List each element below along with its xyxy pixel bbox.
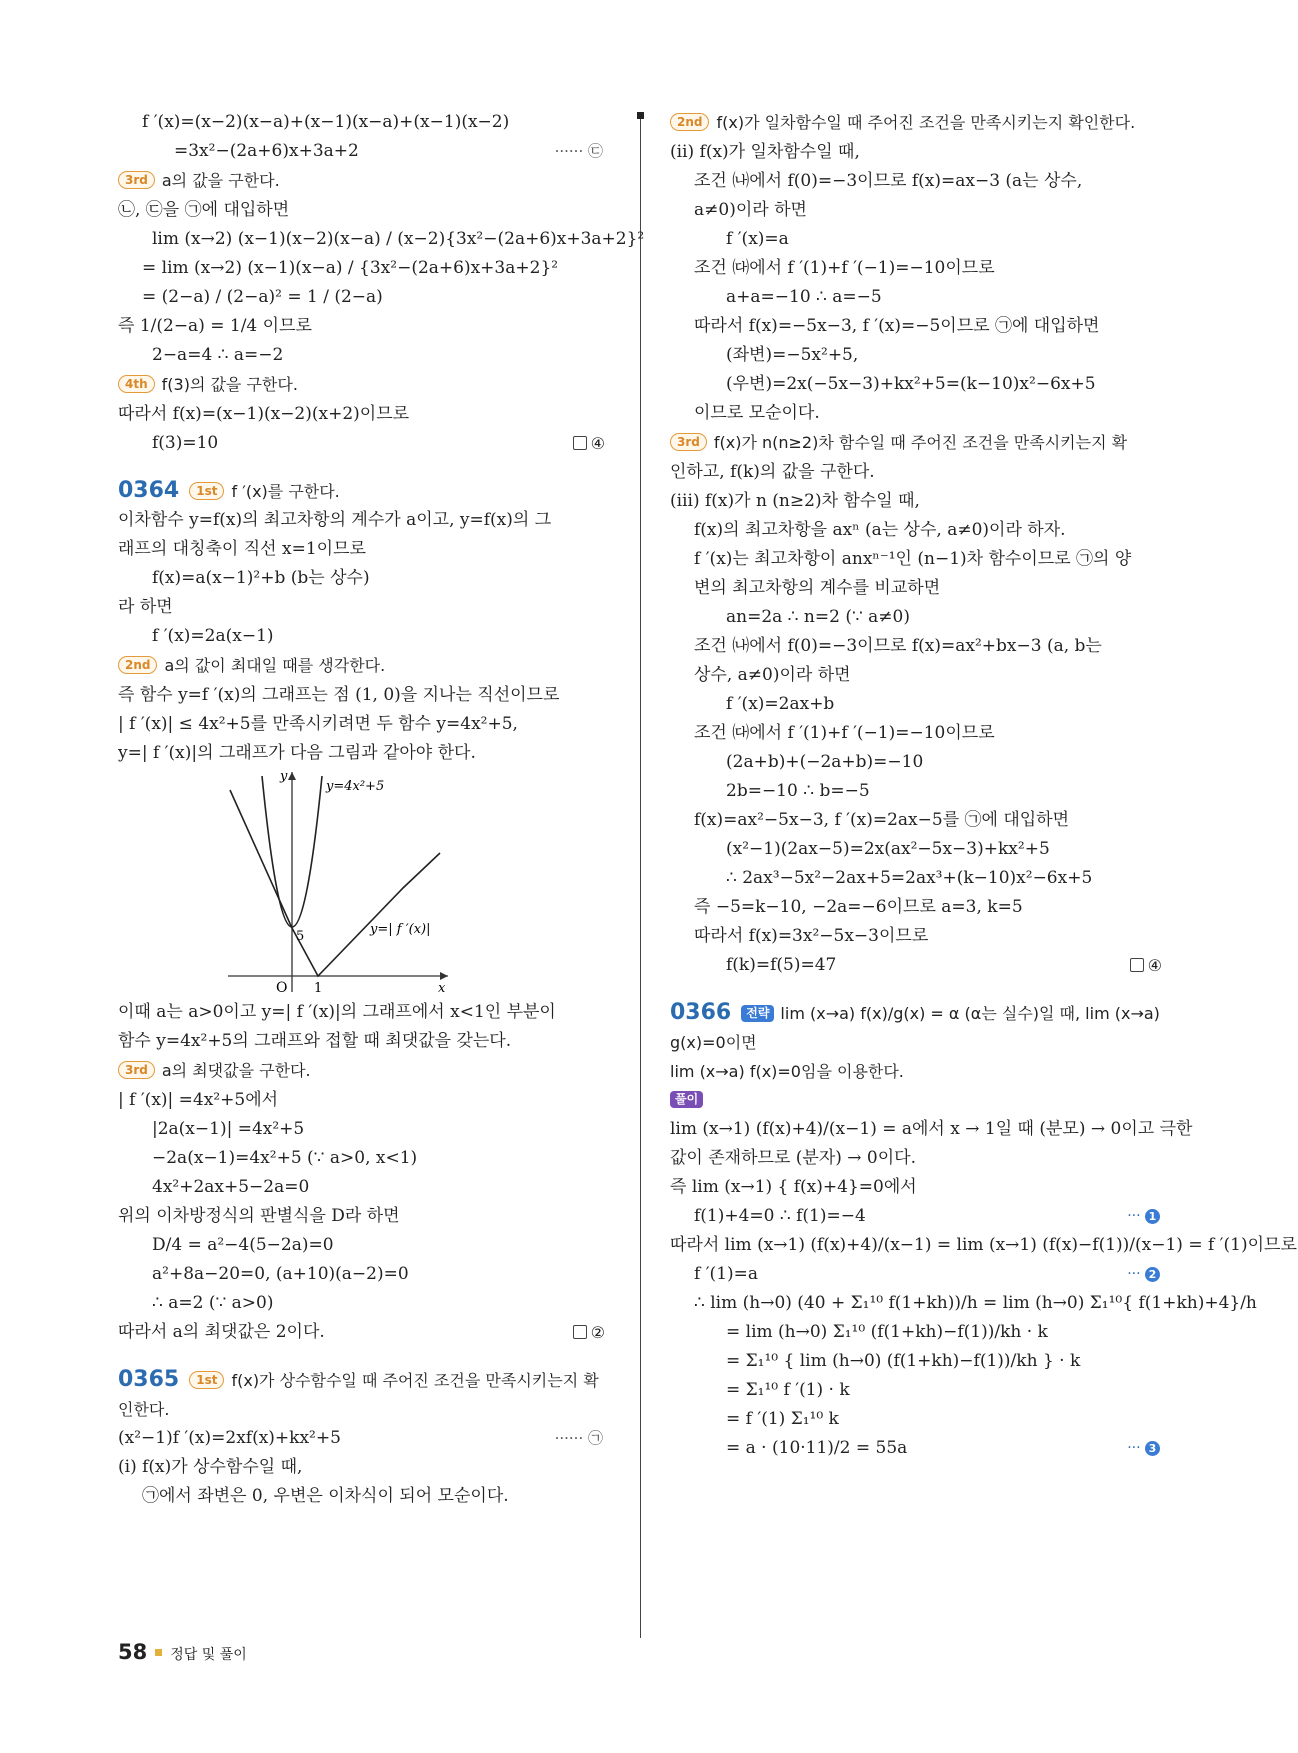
- line-text: lim (x→1) (f(x)+4)/(x−1) = a에서 x → 1일 때 (분모) → 0이고 극한: [670, 1119, 1193, 1139]
- solution-line: [670, 138, 1170, 167]
- line-text: (ⅱ) f(x)가 일차함수일 때,: [670, 142, 860, 162]
- line-text: (x²−1)(2ax−5)=2x(ax²−5x−3)+kx²+5: [726, 839, 1050, 859]
- line-text: 값이 존재하므로 (분자) → 0이다.: [670, 1148, 916, 1168]
- solution-line: [118, 312, 613, 341]
- solution-line: [118, 1289, 613, 1318]
- line-text: 함수 y=4x²+5의 그래프와 접할 때 최댓값을 갖는다.: [118, 1031, 512, 1051]
- footer-bullet: [155, 1649, 162, 1656]
- solution-line: [670, 283, 1170, 312]
- solution-line: [670, 777, 1170, 806]
- solution-line: [670, 603, 1170, 632]
- solution-line: [670, 1434, 1170, 1463]
- line-text: lim (x→2) (x−1)(x−2)(x−a) / (x−2){3x²−(2a+6)x+3a+2}²: [152, 229, 645, 249]
- solution-line: [670, 341, 1170, 370]
- solution-line: [670, 893, 1170, 922]
- line-text: f ′(1)=a: [694, 1264, 759, 1284]
- solution-line: [670, 458, 1170, 487]
- step-number: 3: [1145, 1441, 1160, 1456]
- line-text: = Σ₁¹⁰ { lim (h→0) (f(1+kh)−f(1))/kh } · k: [726, 1351, 1081, 1371]
- line-text: f(x)=ax²−5x−3, f ′(x)=2ax−5를 ㉠에 대입하면: [694, 810, 1070, 830]
- line-text: | f ′(x)| ≤ 4x²+5를 만족시키려면 두 함수 y=4x²+5,: [118, 714, 518, 734]
- line-text: f ′(x)=2ax+b: [726, 694, 835, 714]
- line-text: f ′(x)=(x−2)(x−a)+(x−1)(x−a)+(x−1)(x−2): [142, 112, 510, 132]
- equation-tag: ······ ㉠: [554, 1429, 603, 1447]
- line-text: f ′(x)=2a(x−1): [152, 626, 274, 646]
- solution-line: [118, 564, 613, 593]
- solution-line: [670, 196, 1170, 225]
- solution-line: [118, 1453, 613, 1482]
- step-badge: 1st: [189, 482, 224, 500]
- solution-line: [118, 1027, 613, 1056]
- line-text: ㉡, ㉢을 ㉠에 대입하면: [118, 200, 290, 220]
- solution-line: [118, 1424, 613, 1453]
- line-text: 상수, a≠0)이라 하면: [694, 665, 851, 685]
- problem-number: 0364: [118, 478, 180, 503]
- solution-line: [670, 516, 1170, 545]
- solution-line: [118, 681, 613, 710]
- line-text: (좌변)=−5x²+5,: [726, 345, 859, 365]
- solution-line: [118, 283, 613, 312]
- solution-tag: 풀이: [670, 1091, 703, 1108]
- problem-title: f(x)가 상수함수일 때 주어진 조건을 만족시키는지 확: [231, 1371, 599, 1390]
- step-badge: 2nd: [118, 656, 157, 674]
- solution-line: [118, 1086, 613, 1115]
- line-text: 즉 −5=k−10, −2a=−6이므로 a=3, k=5: [694, 897, 1023, 917]
- step-badge: 3rd: [118, 1061, 155, 1079]
- solution-line: [670, 428, 1170, 458]
- problem-title: f ′(x)를 구한다.: [231, 482, 340, 501]
- problem-0365-header: [118, 1365, 613, 1395]
- line-text: 조건 ㈏에서 f(0)=−3이므로 f(x)=ax−3 (a는 상수,: [694, 171, 1083, 191]
- line-text: 즉 lim (x→1) { f(x)+4}=0에서: [670, 1177, 917, 1197]
- solution-line: [670, 632, 1170, 661]
- solution-line: [118, 710, 613, 739]
- solution-line: [670, 748, 1170, 777]
- line-text: = a · (10·11)/2 = 55a: [726, 1438, 908, 1458]
- line-text: an=2a ∴ n=2 (∵ a≠0): [726, 607, 910, 627]
- line-text: 따라서 f(x)=3x²−5x−3이므로: [694, 926, 929, 946]
- answer-choice: ②: [590, 1323, 605, 1342]
- solution-line: [118, 400, 613, 429]
- solution-line: [670, 1173, 1170, 1202]
- solution-line: [118, 535, 613, 564]
- line-text: = lim (x→2) (x−1)(x−a) / {3x²−(2a+6)x+3a+2}²: [142, 258, 559, 278]
- solution-line: [670, 864, 1170, 893]
- solution-line: [670, 1202, 1170, 1231]
- solution-line: [670, 806, 1170, 835]
- solution-line: [118, 593, 613, 622]
- solution-line: [670, 1405, 1170, 1434]
- line-text: D/4 = a²−4(5−2a)=0: [152, 1235, 334, 1255]
- line-text: f(3)의 값을 구한다.: [161, 375, 298, 394]
- step-badge: 2nd: [670, 113, 709, 131]
- y-axis-label: y: [280, 769, 288, 784]
- right-column: [670, 108, 1297, 1463]
- step-reference: [1127, 1434, 1160, 1463]
- solution-line: [670, 835, 1170, 864]
- line-text: 따라서 f(x)=(x−1)(x−2)(x+2)이므로: [118, 404, 410, 424]
- answer-choice: ④: [1147, 956, 1162, 975]
- right-solution-lines: [670, 108, 1170, 980]
- left-column: [118, 108, 645, 1511]
- line-text: (우변)=2x(−5x−3)+kx²+5=(k−10)x²−6x+5: [726, 374, 1096, 394]
- line-text: 라 하면: [118, 597, 173, 617]
- line-text: (x²−1)f ′(x)=2xf(x)+kx²+5: [118, 1428, 341, 1448]
- solution-line: [670, 545, 1170, 574]
- solution-line: [118, 506, 613, 535]
- answer-mark: [1130, 951, 1162, 980]
- solution-line: [118, 1231, 613, 1260]
- problem-0364-lines-continued: [118, 998, 613, 1347]
- dots-arrow-icon: ···: [1127, 1266, 1145, 1282]
- line-text: 즉 1/(2−a) = 1/4 이므로: [118, 316, 312, 336]
- solution-line: [670, 719, 1170, 748]
- problem-0364-lines: [118, 506, 613, 768]
- solution-line: [670, 1376, 1170, 1405]
- line-text: f(x)가 일차함수일 때 주어진 조건을 만족시키는지 확인한다.: [716, 113, 1136, 132]
- step-badge: 4th: [118, 375, 155, 393]
- divider-marker: [637, 112, 644, 119]
- line-text: | f ′(x)| =4x²+5에서: [118, 1090, 279, 1110]
- step-reference: [1127, 1202, 1160, 1231]
- solution-line: [118, 166, 613, 196]
- solution-line: [670, 922, 1170, 951]
- solution-line: [670, 225, 1170, 254]
- y-axis-arrow: [288, 772, 296, 780]
- page-number: 58: [118, 1640, 148, 1664]
- line-text: 따라서 f(x)=−5x−3, f ′(x)=−5이므로 ㉠에 대입하면: [694, 316, 1100, 336]
- solution-line: [118, 429, 613, 458]
- page-footer: [118, 1640, 247, 1664]
- solution-line: [118, 1144, 613, 1173]
- dots-arrow-icon: ···: [1127, 1208, 1145, 1224]
- step-badge: 1st: [189, 1371, 224, 1389]
- solution-line: [670, 487, 1170, 516]
- solution-line: [670, 1289, 1257, 1318]
- problem-number: 0366: [670, 1000, 732, 1025]
- answer-choice: ④: [590, 434, 605, 453]
- line-text: a+a=−10 ∴ a=−5: [726, 287, 882, 307]
- solution-line: [670, 574, 1170, 603]
- line-text: (ⅰ) f(x)가 상수함수일 때,: [118, 1457, 303, 1477]
- solution-line: [670, 312, 1170, 341]
- column-divider: [640, 112, 641, 1638]
- line-text: ∴ 2ax³−5x²−2ax+5=2ax³+(k−10)x²−6x+5: [726, 868, 1093, 888]
- solution-line: [670, 1144, 1170, 1173]
- step-number: 2: [1145, 1267, 1160, 1282]
- step-badge: 3rd: [670, 433, 707, 451]
- x-axis-label: x: [438, 981, 446, 996]
- equation-tag: ······ ㉢: [554, 142, 603, 160]
- line-text: f(x)=a(x−1)²+b (b는 상수): [152, 568, 370, 588]
- solution-line: [670, 1260, 1170, 1289]
- solution-line: [118, 998, 613, 1027]
- line-text: −2a(x−1)=4x²+5 (∵ a>0, x<1): [152, 1148, 418, 1168]
- solution-line: [118, 1260, 613, 1289]
- line-text: |2a(x−1)| =4x²+5: [152, 1119, 305, 1139]
- line-text: = Σ₁¹⁰ f ′(1) · k: [726, 1380, 850, 1400]
- line-text: f(x)의 최고차항을 axⁿ (a는 상수, a≠0)이라 하자.: [694, 520, 1066, 540]
- line-text: = lim (h→0) Σ₁¹⁰ (f(1+kh)−f(1))/kh · k: [726, 1322, 1048, 1342]
- answer-mark: [573, 429, 605, 458]
- problem-number: 0365: [118, 1367, 180, 1392]
- line-text: a≠0)이라 하면: [694, 200, 807, 220]
- graph-figure: [118, 768, 613, 998]
- line-text: = (2−a) / (2−a)² = 1 / (2−a): [142, 287, 383, 307]
- solution-line: [118, 108, 613, 137]
- line-text: f(3)=10: [152, 433, 219, 453]
- solution-line: [670, 254, 1170, 283]
- solution-line: [118, 225, 645, 254]
- line-text: 조건 ㈐에서 f ′(1)+f ′(−1)=−10이므로: [694, 258, 995, 278]
- line-text: 조건 ㈐에서 f ′(1)+f ′(−1)=−10이므로: [694, 723, 995, 743]
- problem-0365-lines: [118, 1424, 613, 1511]
- line-text: 따라서 lim (x→1) (f(x)+4)/(x−1) = lim (x→1) (f(x)−f(1))/(x−1) = f ′(1)이므로: [670, 1235, 1297, 1255]
- line-text: = f ′(1) Σ₁¹⁰ k: [726, 1409, 839, 1429]
- step-reference: [1127, 1260, 1160, 1289]
- answer-mark: [573, 1318, 605, 1347]
- line-text: a의 최댓값을 구한다.: [161, 1061, 311, 1080]
- solution-line: [670, 1318, 1170, 1347]
- strategy-text: lim (x→a) f(x)/g(x) = α (α는 실수)일 때, lim (x→a) g(x)=0이면: [670, 1004, 1160, 1052]
- abs-derivative-graph: [230, 790, 440, 976]
- line-text: f ′(x)는 최고차항이 anxⁿ⁻¹인 (n−1)차 함수이므로 ㉠의 양: [694, 549, 1132, 569]
- solution-line: [118, 137, 613, 166]
- x-axis-arrow: [440, 972, 448, 980]
- line-text: 2−a=4 ∴ a=−2: [152, 345, 284, 365]
- solution-line: [118, 370, 613, 400]
- parabola-label: y=4x²+5: [326, 779, 385, 794]
- line-text: 조건 ㈏에서 f(0)=−3이므로 f(x)=ax²+bx−3 (a, b는: [694, 636, 1102, 656]
- solution-line: [118, 651, 613, 681]
- line-text: 4x²+2ax+5−2a=0: [152, 1177, 310, 1197]
- solution-line: [670, 399, 1170, 428]
- line-text: a²+8a−20=0, (a+10)(a−2)=0: [152, 1264, 409, 1284]
- strategy-text-continued: lim (x→a) f(x)=0임을 이용한다.: [670, 1062, 904, 1081]
- solution-line: [118, 1202, 613, 1231]
- solution-line: [670, 690, 1170, 719]
- line-text: f(x)가 n(n≥2)차 함수일 때 주어진 조건을 만족시키는지 확: [713, 433, 1128, 452]
- line-text: 이차함수 y=f(x)의 최고차항의 계수가 a이고, y=f(x)의 그: [118, 510, 552, 530]
- solution-line: [118, 341, 613, 370]
- line-text: f(1)+4=0 ∴ f(1)=−4: [694, 1206, 866, 1226]
- solution-line: [670, 167, 1170, 196]
- problem-title-continued: 인한다.: [118, 1400, 170, 1419]
- problem-0364-header: [118, 476, 613, 506]
- answer-icon: [573, 1325, 587, 1339]
- footer-label: 정답 및 풀이: [170, 1647, 247, 1663]
- line-text: =3x²−(2a+6)x+3a+2: [174, 141, 359, 161]
- line-text: (2a+b)+(−2a+b)=−10: [726, 752, 924, 772]
- solution-line: [118, 739, 613, 768]
- step-number: 1: [1145, 1209, 1160, 1224]
- answer-icon: [1130, 958, 1144, 972]
- solution-line: [118, 1056, 613, 1086]
- line-text: (ⅲ) f(x)가 n (n≥2)차 함수일 때,: [670, 491, 920, 511]
- solution-line: [670, 1347, 1170, 1376]
- line-text: 즉 함수 y=f ′(x)의 그래프는 점 (1, 0)을 지나는 직선이므로: [118, 685, 560, 705]
- solution-line: [670, 951, 1170, 980]
- solution-line: [118, 1115, 613, 1144]
- solution-tag-line: [670, 1086, 1170, 1115]
- line-text: 인하고, f(k)의 값을 구한다.: [670, 462, 875, 482]
- solution-line: [118, 622, 613, 651]
- solution-line: [118, 1482, 613, 1511]
- line-text: y=| f ′(x)|의 그래프가 다음 그림과 같아야 한다.: [118, 743, 476, 763]
- line-text: a의 값을 구한다.: [161, 171, 280, 190]
- line-text: ㉠에서 좌변은 0, 우변은 이차식이 되어 모순이다.: [142, 1486, 509, 1506]
- solution-line: [670, 661, 1170, 690]
- line-text: 래프의 대칭축이 직선 x=1이므로: [118, 539, 366, 559]
- origin-label: O: [276, 980, 288, 996]
- answer-icon: [573, 436, 587, 450]
- step-badge: 3rd: [118, 171, 155, 189]
- line-text: 2b=−10 ∴ b=−5: [726, 781, 870, 801]
- line-text: ∴ a=2 (∵ a>0): [152, 1293, 274, 1313]
- solution-line: [118, 1318, 613, 1347]
- tick-one-label: 1: [314, 981, 323, 996]
- line-text: 따라서 a의 최댓값은 2이다.: [118, 1322, 325, 1342]
- abs-derivative-label: y=| f ′(x)|: [370, 922, 431, 937]
- solution-line: [670, 1231, 1297, 1260]
- line-text: 이때 a는 a>0이고 y=| f ′(x)|의 그래프에서 x<1인 부분이: [118, 1002, 556, 1022]
- solution-line: [118, 1173, 613, 1202]
- solution-line: [670, 1115, 1193, 1144]
- solution-line: [670, 370, 1170, 399]
- problem-0366-header: [670, 998, 1170, 1057]
- line-text: ∴ lim (h→0) (40 + Σ₁¹⁰ f(1+kh))/h = lim (h→0) Σ₁¹⁰{ f(1+kh)+4}/h: [694, 1293, 1257, 1313]
- dots-arrow-icon: ···: [1127, 1440, 1145, 1456]
- line-text: 변의 최고차항의 계수를 비교하면: [694, 578, 941, 598]
- solution-line: [670, 108, 1170, 138]
- solution-line: [118, 254, 613, 283]
- line-text: 위의 이차방정식의 판별식을 D라 하면: [118, 1206, 400, 1226]
- line-text: 이므로 모순이다.: [694, 403, 820, 423]
- solution-line: [118, 196, 613, 225]
- tick-five-label: 5: [296, 929, 305, 944]
- strategy-tag: 전략: [741, 1005, 774, 1022]
- graph-svg: [118, 768, 613, 998]
- problem-0366-lines: [670, 1115, 1297, 1463]
- left-solution-lines: [118, 108, 645, 458]
- line-text: f(k)=f(5)=47: [726, 955, 837, 975]
- line-text: a의 값이 최대일 때를 생각한다.: [164, 656, 386, 675]
- line-text: f ′(x)=a: [726, 229, 789, 249]
